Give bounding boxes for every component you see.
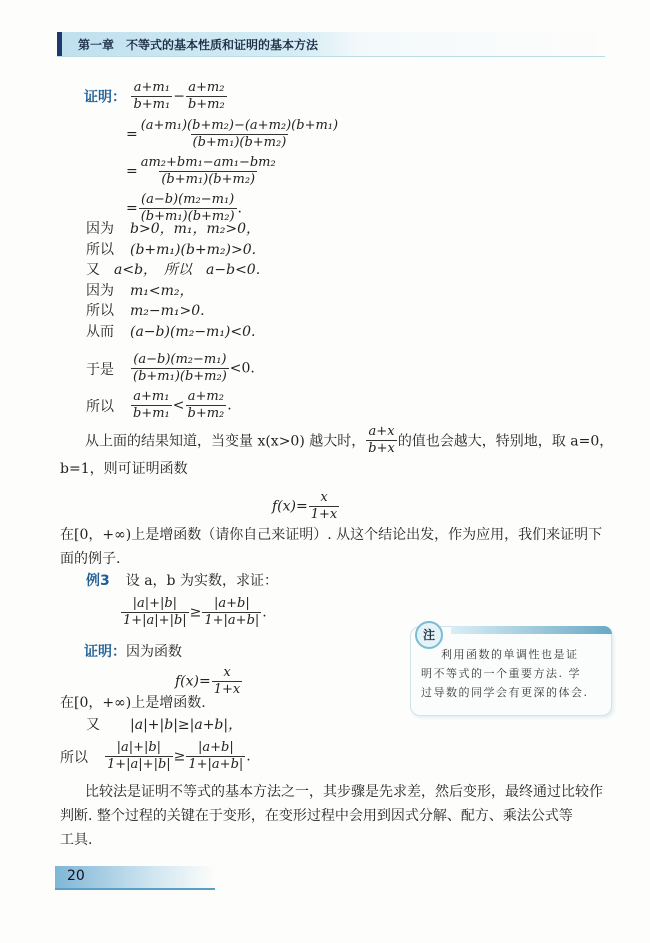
fraction-denominator: (b+m₁)(b+m₂): [192, 135, 287, 150]
math-text: 从上面的结果知道，当变量 x(x>0) 越大时，: [85, 433, 366, 450]
example-label: 例3: [86, 573, 110, 589]
math-text: .: [246, 748, 251, 765]
proof-label: 证明：: [84, 89, 126, 106]
proof2-line2: [86, 714, 242, 734]
math-text: 明不等式的一个重要方法. 学: [421, 667, 581, 680]
fraction: [186, 389, 227, 422]
math-text: 比较法是证明不等式的基本方法之一，其步骤是先求差，然后变形，最终通过比较作: [85, 784, 603, 800]
math-text: <0.: [229, 360, 255, 377]
example-inequality: [120, 596, 267, 629]
math-text: 在[0，+∞)上是增函数（请你自己来证明）. 从这个结论出发，作为应用，我们来证明下: [60, 527, 603, 543]
fraction-denominator: b+m₂: [187, 97, 225, 112]
fraction-numerator: x: [223, 665, 231, 680]
fraction-denominator: b+m₁: [133, 406, 170, 421]
side-note: [410, 626, 612, 716]
fraction: [309, 490, 340, 523]
proof1-step1: [126, 118, 341, 151]
chapter-header: [57, 32, 605, 57]
proof1-yushi: [86, 352, 255, 385]
fraction-numerator: a+m₂: [188, 80, 225, 95]
math-text: 的值也会越大，特别地，取 a=0，: [397, 433, 614, 450]
math-text: a<b， 所以 a−b<0.: [114, 262, 261, 278]
math-text: 判断. 整个过程的关键在于变形，在变形过程中会用到因式分解、配方、乘法公式等: [60, 808, 573, 824]
math-text: m₁<m₂，: [130, 282, 194, 299]
proof1-lines: [86, 219, 260, 342]
proof-line: [86, 322, 260, 343]
fraction-denominator: 1+|a+b|: [204, 613, 260, 628]
math-text: m₂−m₁>0.: [130, 303, 205, 319]
fraction-denominator: b+m₂: [187, 406, 225, 421]
math-text: .: [237, 200, 242, 217]
fraction-numerator: a+m₂: [187, 389, 224, 404]
fraction: [131, 80, 172, 113]
math-text: ≥: [189, 604, 202, 621]
fraction-numerator: (a−b)(m₂−m₁): [133, 352, 227, 367]
fraction-numerator: |a+b|: [213, 596, 250, 611]
proof2-line1: 在[0，+∞)上是增函数.: [60, 695, 206, 711]
math-text: 设 a，b 为实数，求证：: [125, 573, 278, 589]
fraction: [212, 665, 243, 698]
header-accent-bar: [57, 32, 62, 56]
fraction: [139, 118, 340, 151]
math-text: 因为: [86, 221, 114, 237]
function-definition: [272, 490, 340, 523]
proof1-conclusion: [86, 389, 232, 422]
fraction: [139, 155, 278, 188]
math-text: 面的例子.: [60, 551, 121, 567]
fraction-numerator: a+m₁: [133, 80, 170, 95]
math-text: .: [262, 604, 267, 621]
fraction: [105, 740, 173, 773]
math-text: ≥: [173, 748, 186, 765]
fraction-denominator: 1+|a|+|b|: [123, 613, 187, 628]
fraction-numerator: a+m₁: [133, 389, 170, 404]
para1-line1: [85, 424, 613, 457]
math-text: .: [227, 397, 232, 414]
math-text: =: [126, 163, 138, 180]
para3: [60, 780, 603, 852]
fraction-numerator: x: [320, 490, 328, 505]
math-text: 又: [86, 717, 100, 733]
math-text: 利用函数的单调性也是证: [441, 648, 579, 661]
proof2-conclusion: [60, 740, 251, 773]
fraction-denominator: (b+m₁)(b+m₂): [161, 172, 256, 187]
proof-line: [86, 260, 260, 281]
math-text: |a|+|b|≥|a+b|，: [130, 717, 243, 733]
fraction-numerator: |a|+|b|: [132, 596, 178, 611]
chapter-title: 第一章 不等式的基本性质和证明的基本方法: [78, 38, 319, 52]
math-text: −: [173, 88, 185, 105]
fraction-denominator: b+m₁: [133, 97, 171, 112]
note-header-band: [451, 626, 612, 634]
fraction-denominator: b+x: [368, 441, 395, 456]
fraction-numerator: |a|+|b|: [116, 740, 162, 755]
page-footer: [55, 866, 215, 890]
fraction-denominator: (b+m₁)(b+m₂): [133, 369, 227, 384]
proof-line: [86, 219, 260, 240]
math-text: (b+m₁)(b+m₂)>0.: [130, 241, 257, 258]
fraction: [366, 424, 397, 457]
fraction: [131, 389, 172, 422]
fraction: [131, 352, 229, 385]
fraction-numerator: am₂+bm₁−am₁−bm₂: [140, 155, 276, 170]
math-text: 又: [86, 262, 100, 278]
note-magnifier-icon: 注: [415, 621, 443, 649]
math-text: 所以: [86, 241, 114, 258]
fraction-denominator: 1+|a+b|: [188, 757, 244, 772]
math-text: f(x)=: [175, 673, 211, 690]
proof-line: [86, 240, 260, 261]
math-text: 所以: [86, 398, 114, 415]
para1-line2: b=1，则可证明函数: [60, 461, 188, 477]
math-text: 过导数的同学会有更深的体会.: [421, 686, 589, 699]
math-text: 所以: [86, 303, 114, 319]
math-text: <: [172, 397, 185, 414]
fraction: [121, 596, 189, 629]
fraction: [186, 80, 227, 113]
note-text: [421, 645, 606, 702]
math-text: 因为函数: [126, 644, 182, 660]
proof-label: 证明：: [84, 644, 126, 660]
fraction: [186, 740, 245, 773]
math-text: 因为: [86, 282, 114, 299]
fraction-denominator: (b+m₁)(b+m₂): [140, 209, 235, 224]
proof1-step2: [126, 155, 279, 188]
math-text: 从而: [86, 323, 114, 340]
page-number: 20: [67, 868, 85, 884]
proof-line: [86, 301, 260, 322]
fraction-numerator: a+x: [368, 424, 395, 439]
example-3: [86, 570, 278, 590]
proof1-step0: [84, 80, 228, 113]
proof-line: [86, 281, 260, 302]
proof2-intro: [84, 641, 182, 661]
math-text: 工具.: [60, 832, 93, 848]
math-text: f(x)=: [272, 498, 308, 515]
math-text: (a−b)(m₂−m₁)<0.: [130, 323, 256, 340]
math-text: b>0，m₁，m₂>0，: [130, 221, 261, 237]
para2: [60, 523, 602, 571]
fraction-numerator: |a+b|: [197, 740, 234, 755]
fraction-denominator: 1+x: [213, 682, 241, 697]
fraction-denominator: 1+x: [310, 507, 338, 522]
math-text: =: [126, 200, 138, 217]
fraction-numerator: (a+m₁)(b+m₂)−(a+m₂)(b+m₁): [140, 118, 339, 133]
math-text: 所以: [60, 749, 88, 766]
fraction-denominator: 1+|a|+|b|: [107, 757, 171, 772]
math-text: 于是: [86, 361, 114, 378]
fraction-numerator: (a−b)(m₂−m₁): [141, 192, 235, 207]
math-text: =: [126, 126, 138, 143]
fraction: [202, 596, 261, 629]
